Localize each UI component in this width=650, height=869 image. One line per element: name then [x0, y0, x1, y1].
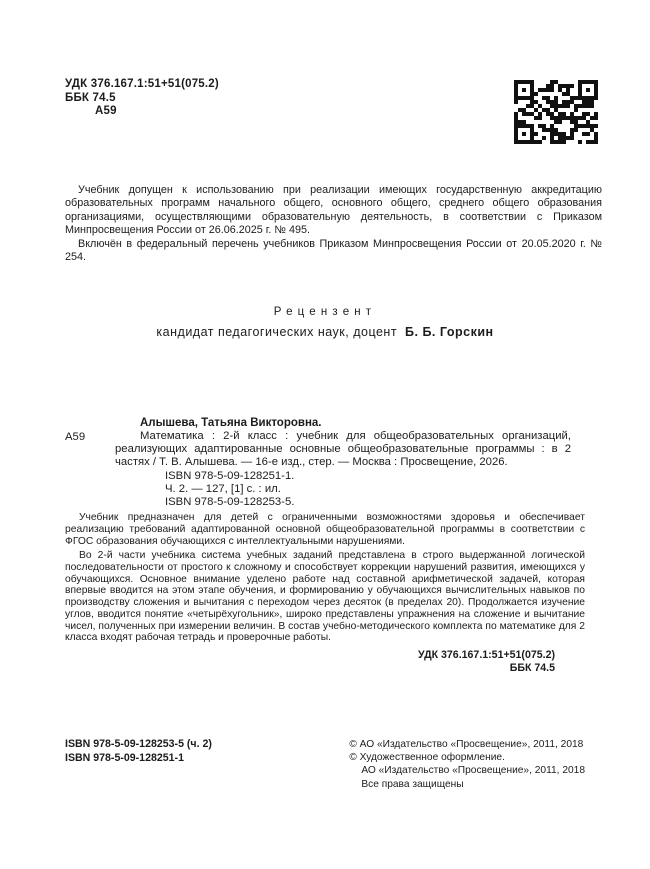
- qr-code: [514, 80, 600, 146]
- footer-isbn-1: ISBN 978-5-09-128253-5 (ч. 2): [65, 738, 212, 750]
- catalog-author: Алышева, Татьяна Викторовна.: [140, 417, 322, 429]
- catalog-entry: [65, 430, 585, 509]
- bbk-code: ББК 74.5: [65, 91, 116, 104]
- footer-isbn-block: [65, 738, 212, 765]
- reviewer-degree: кандидат педагогических наук, доцент: [156, 325, 398, 339]
- copyright-block: [349, 738, 585, 791]
- bibliographic-codes: [65, 78, 219, 119]
- isbn-line-1: ISBN 978-5-09-128251-1.: [165, 469, 295, 482]
- footer-isbn-2: ISBN 978-5-09-128251-1: [65, 751, 184, 764]
- admission-block: [65, 184, 602, 264]
- reviewer-line: [0, 325, 650, 339]
- part-line: Ч. 2. — 127, [1] с. : ил.: [165, 482, 281, 495]
- author-sign-code: А59: [95, 105, 117, 117]
- annotation-paragraph-2: Во 2-й части учебника система учебных заданий представлена в строго выдержанной логической последовательности от простого к сложному и способствует коррекции нарушений развития, имеющихся у обучающихся. Основное внимание уделено работе над составной арифметической задачей, которая впервые вводится на этом этапе обучения, и формированию у обучающихся вычислительных навыков по производству сложения и вычитания с переходом через десяток (в пределах 20). Продолжается изучение углов, вводится понятие «четырёхугольник», широко представлены упражнения на сложение и вычитание чисел, полученных при измерении величин. В состав учебно-методического комплекта по математике для 2 класса входят рабочая тетрадь и проверочные работы.: [65, 550, 585, 644]
- udk-bbk-right: [65, 649, 585, 675]
- reviewer-name: Б. Б. Горскин: [405, 325, 494, 339]
- reviewer-label: Рецензент: [273, 306, 377, 318]
- copyright-line-1: © АО «Издательство «Просвещение», 2011, 2018: [349, 739, 584, 750]
- catalog-description: Математика : 2-й класс : учебник для общеобразовательных организаций, реализующих адаптированные основные общеобразовательные программы : в 2 частях / Т. В. Алышева. — 16-е изд., стер. — Москва : Просвещение, 2026.: [115, 430, 571, 469]
- isbn-line-2: ISBN 978-5-09-128253-5.: [165, 496, 295, 509]
- copyright-line-2: © Художественное оформление.: [349, 752, 505, 764]
- bbk-right: ББК 74.5: [509, 661, 555, 674]
- footer: [65, 738, 585, 791]
- udk-code: УДК 376.167.1:51+51(075.2): [65, 78, 219, 90]
- copyright-line-4: Все права защищены: [361, 778, 464, 790]
- admission-paragraph: Учебник допущен к использованию при реализации имеющих государственную аккредитацию образовательных программ начального общего, основного общего, среднего общего образования организациями, осуществляющими образовательную деятельность, в соответствии с Приказом Минпросвещения России от 26.06.2025 г. № 495.: [65, 184, 602, 237]
- annotation-paragraph-1: Учебник предназначен для детей с ограниченными возможностями здоровья и обеспечивает реализацию требований адаптированной основной общеобразовательной программы в соответствии с ФГОС образования обучающихся с интеллектуальными нарушениями.: [65, 512, 585, 547]
- catalog-margin-code: А59: [65, 431, 86, 443]
- catalog-card: [65, 416, 585, 675]
- copyright-line-3: АО «Издательство «Просвещение», 2011, 2018: [361, 765, 585, 777]
- udk-right: УДК 376.167.1:51+51(075.2): [418, 648, 555, 661]
- reviewer-block: [0, 306, 650, 339]
- inclusion-paragraph: Включён в федеральный перечень учебников Приказом Минпросвещения России от 20.05.2020 г. № 254.: [65, 237, 602, 264]
